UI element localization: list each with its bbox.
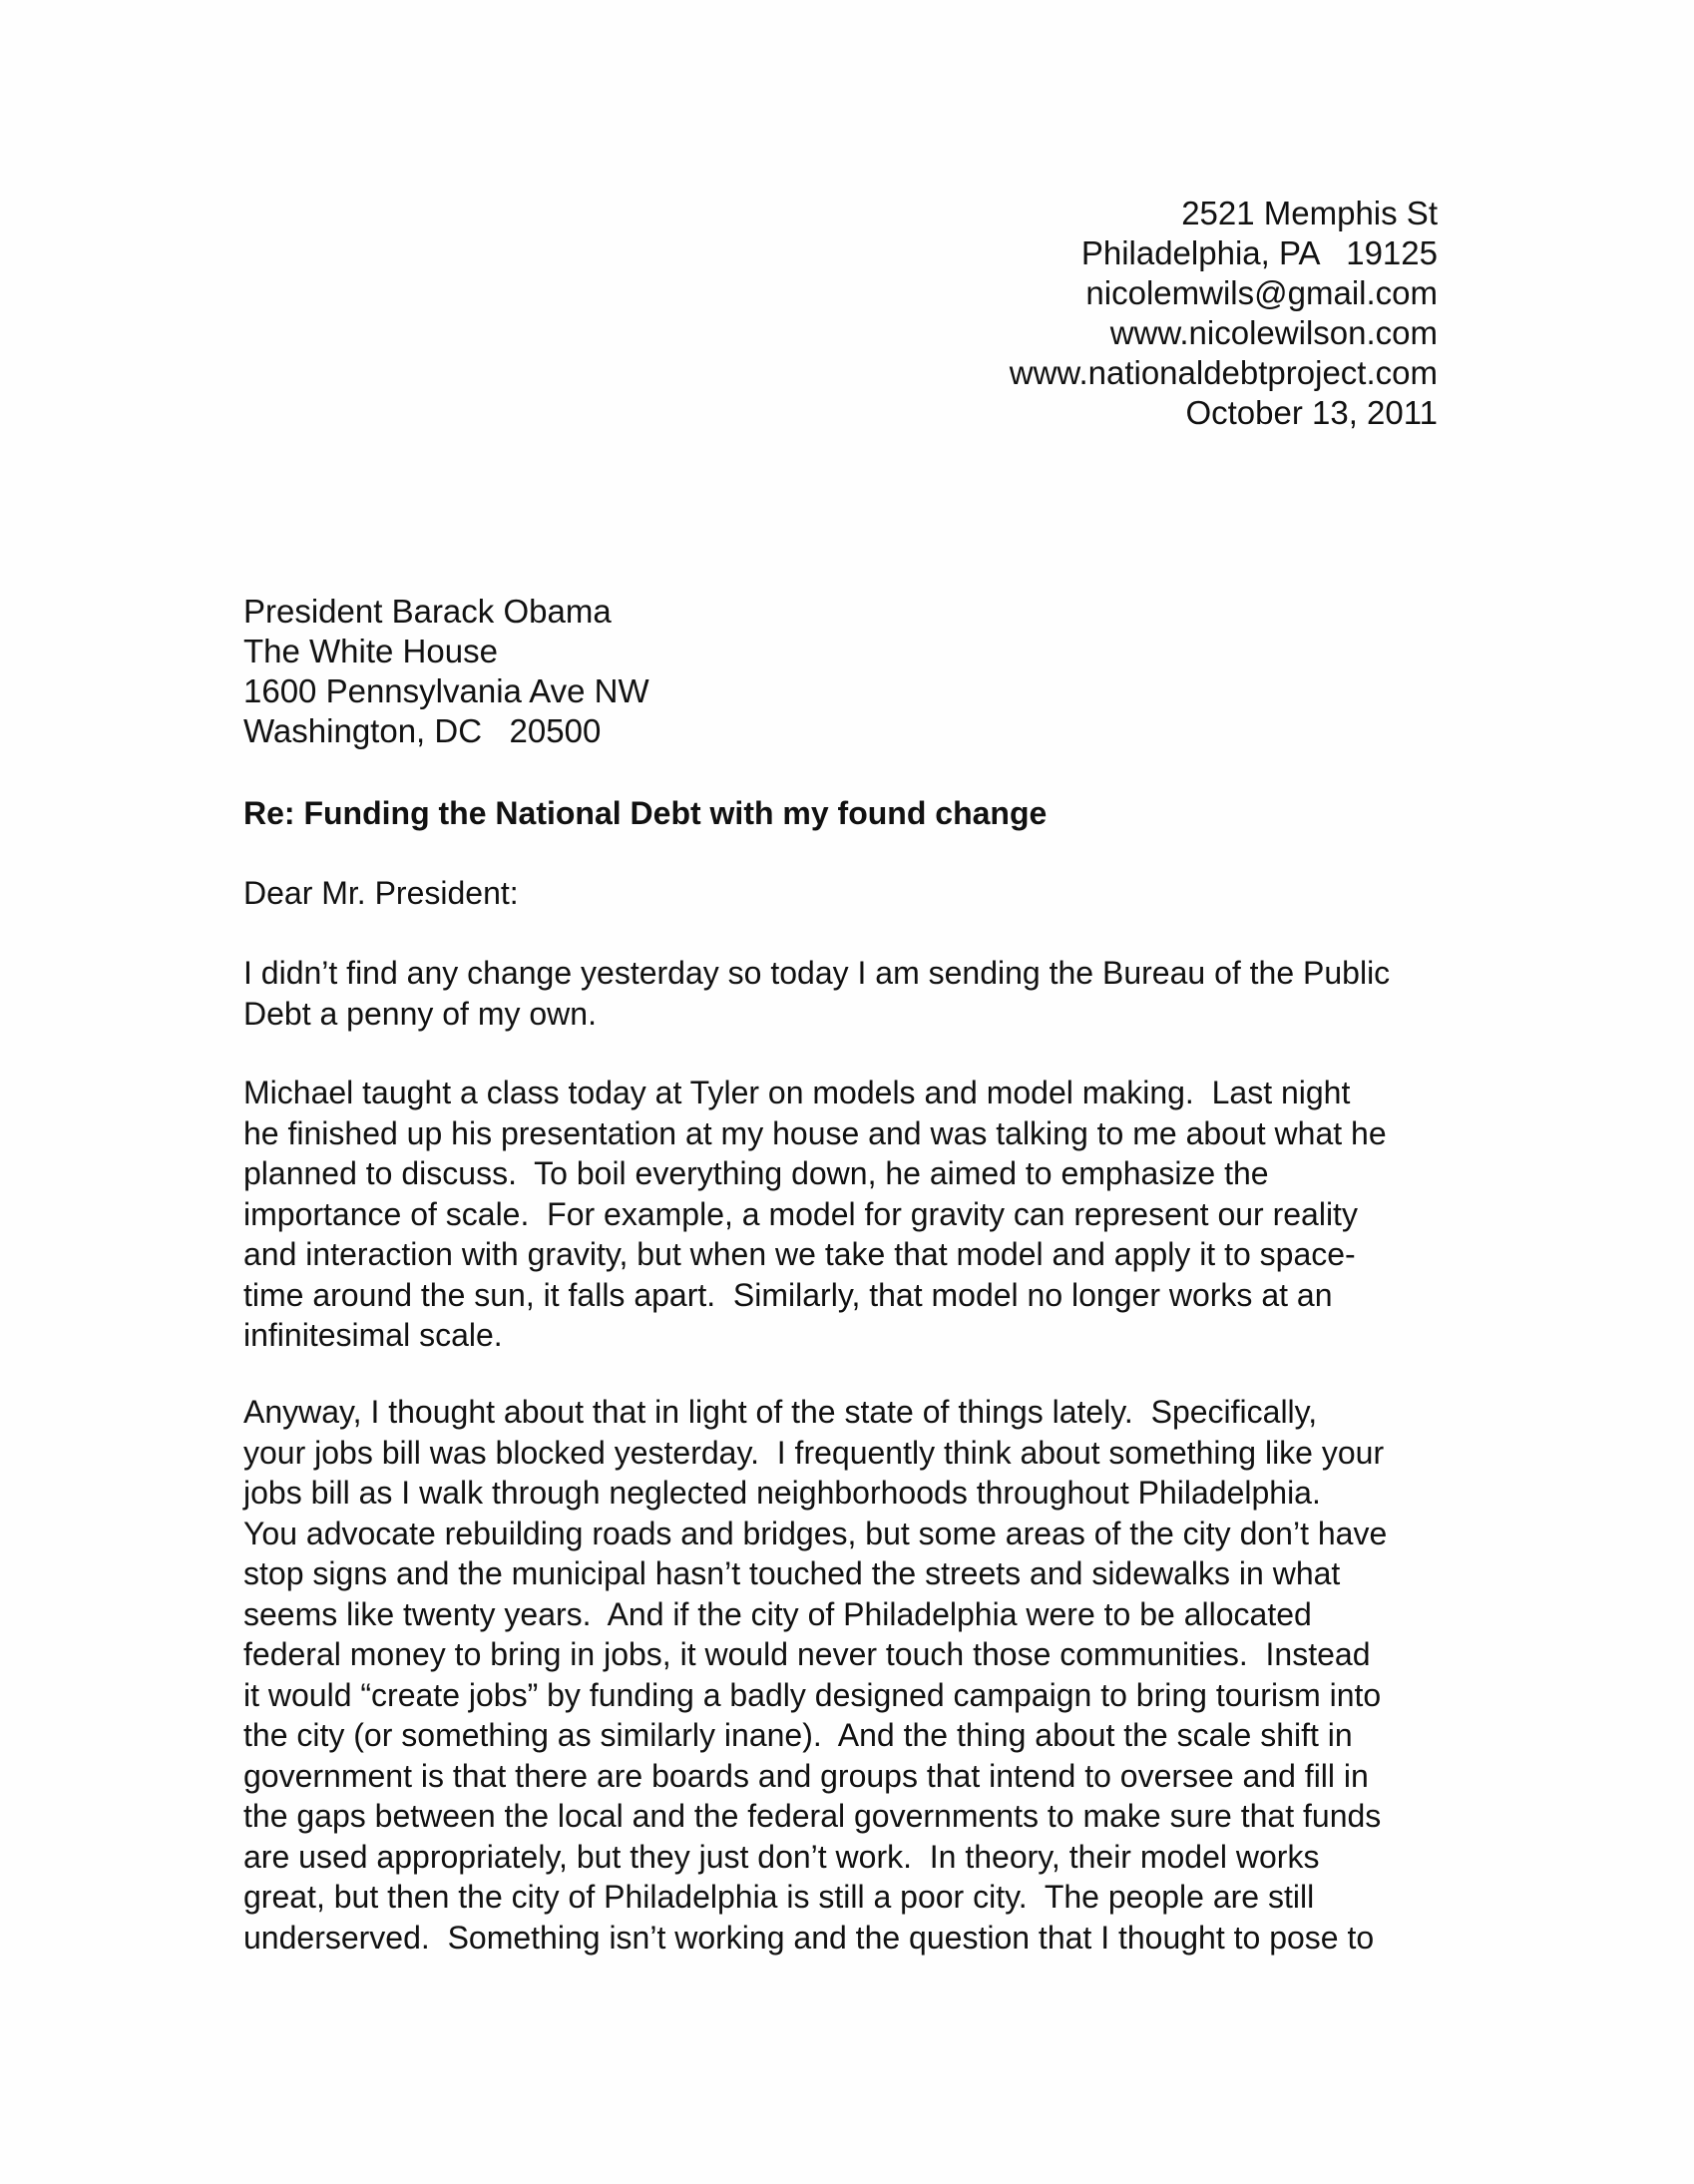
body-line: importance of scale. For example, a model for gravity can represent our reality <box>243 1195 1358 1232</box>
body-line: are used appropriately, but they just don’t work. In theory, their model works <box>243 1838 1320 1875</box>
sender-address-block <box>1010 194 1438 433</box>
recipient-street: 1600 Pennsylvania Ave NW <box>243 672 649 709</box>
body-line: time around the sun, it falls apart. Similarly, that model no longer works at an <box>243 1276 1333 1313</box>
body-line: he finished up his presentation at my house and was talking to me about what he <box>243 1114 1387 1151</box>
body-line: the city (or something as similarly inane). And the thing about the scale shift in <box>243 1717 1353 1753</box>
body-paragraph-3 <box>243 1392 1441 1958</box>
body-line: stop signs and the municipal hasn’t touched the streets and sidewalks in what <box>243 1555 1341 1591</box>
salutation: Dear Mr. President: <box>243 875 519 911</box>
recipient-address-block <box>243 592 649 751</box>
body-line: seems like twenty years. And if the city of Philadelphia were to be allocated <box>243 1595 1312 1632</box>
sender-email: nicolemwils@gmail.com <box>1085 274 1438 311</box>
body-line: jobs bill as I walk through neglected neighborhoods throughout Philadelphia. <box>243 1475 1321 1511</box>
body-line: Michael taught a class today at Tyler on models and model making. Last night <box>243 1075 1351 1110</box>
subject-line: Re: Funding the National Debt with my found change <box>243 795 1048 831</box>
sender-website-project: www.nationaldebtproject.com <box>1009 354 1438 391</box>
letter-date: October 13, 2011 <box>1185 394 1438 431</box>
body-line: federal money to bring in jobs, it would never touch those communities. Instead <box>243 1636 1371 1672</box>
body-line: government is that there are boards and groups that intend to oversee and fill in <box>243 1757 1369 1794</box>
recipient-office: The White House <box>243 633 498 669</box>
recipient-city-state-zip: Washington, DC 20500 <box>243 712 602 749</box>
recipient-name: President Barack Obama <box>243 593 612 630</box>
sender-street: 2521 Memphis St <box>1181 195 1438 231</box>
body-paragraph-2 <box>243 1073 1441 1356</box>
body-line: the gaps between the local and the federal governments to make sure that funds <box>243 1798 1382 1834</box>
sender-website-personal: www.nicolewilson.com <box>1109 314 1438 351</box>
body-line: You advocate rebuilding roads and bridges, but some areas of the city don’t have <box>243 1515 1388 1551</box>
body-line: I didn’t find any change yesterday so today I am sending the Bureau of the Public <box>243 955 1391 991</box>
body-line: and interaction with gravity, but when we take that model and apply it to space- <box>243 1236 1356 1272</box>
body-line: underserved. Something isn’t working and the question that I thought to pose to <box>243 1919 1375 1956</box>
body-paragraph-1 <box>243 953 1441 1034</box>
body-line: infinitesimal scale. <box>243 1317 503 1353</box>
body-line: your jobs bill was blocked yesterday. I frequently think about something like your <box>243 1434 1385 1471</box>
sender-city-state-zip: Philadelphia, PA 19125 <box>1080 234 1438 271</box>
body-line: Anyway, I thought about that in light of the state of things lately. Specifically, <box>243 1394 1318 1430</box>
body-line: great, but then the city of Philadelphia is still a poor city. The people are still <box>243 1879 1315 1915</box>
body-line: Debt a penny of my own. <box>243 995 597 1032</box>
body-line: planned to discuss. To boil everything down, he aimed to emphasize the <box>243 1155 1269 1191</box>
body-line: it would “create jobs” by funding a badly designed campaign to bring tourism into <box>243 1676 1382 1713</box>
